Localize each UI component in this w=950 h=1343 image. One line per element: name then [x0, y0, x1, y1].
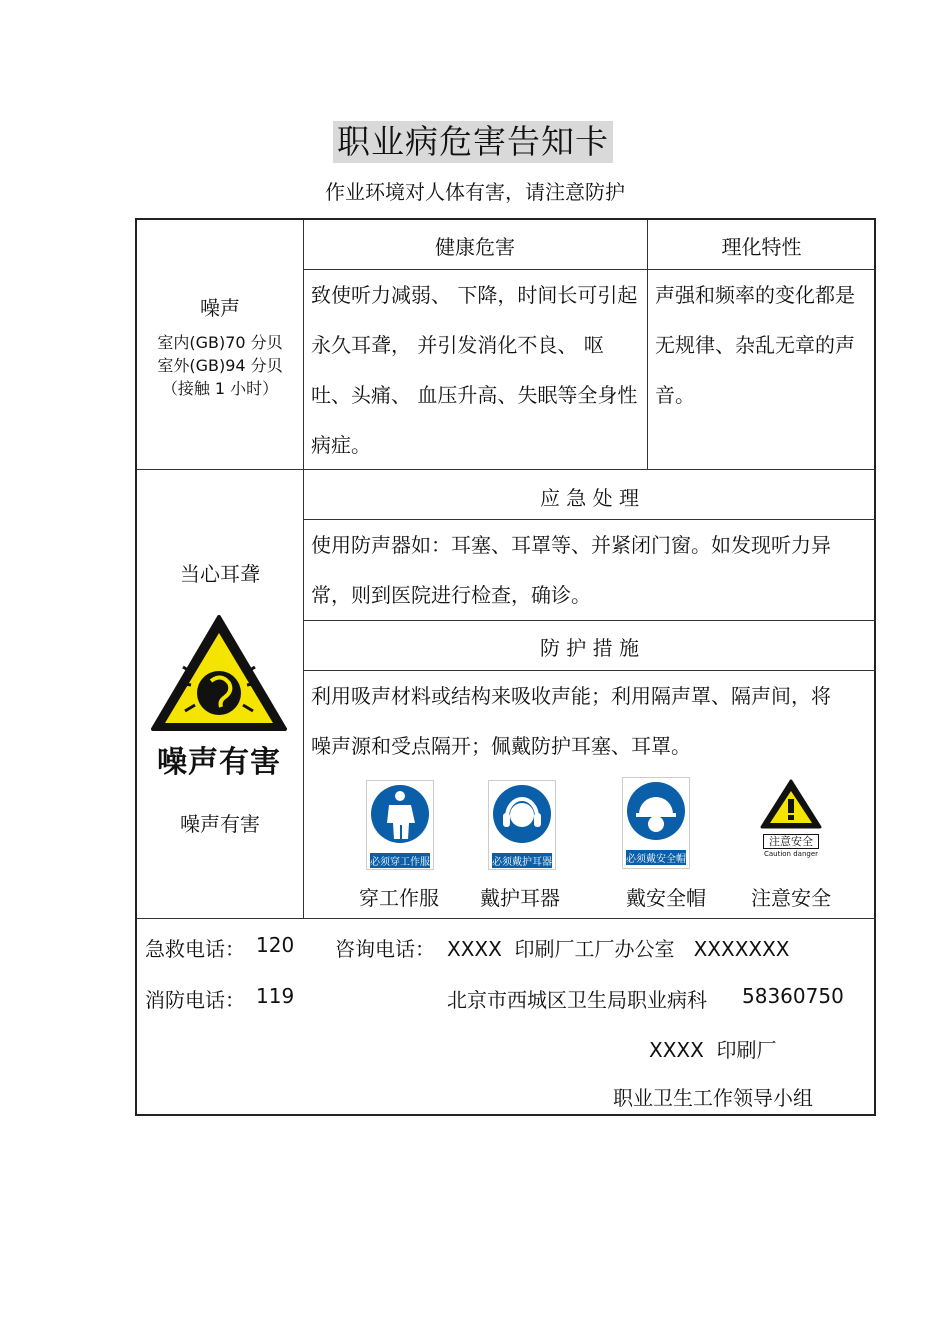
first-aid-label: 急救电话：	[145, 937, 245, 961]
sign-text: 必须戴护耳器	[492, 853, 552, 868]
sign-helmet	[622, 777, 690, 869]
sign-subtext: Caution danger	[763, 850, 819, 858]
protection-text: 利用吸声材料或结构来吸收声能；利用隔声罩、隔声间，将噪声源和受点隔开；佩戴防护耳塞、耳罩。	[311, 684, 831, 758]
page-title: 职业病危害告知卡	[333, 121, 613, 163]
health-header: 健康危害	[435, 235, 515, 259]
sign-caption: 戴护耳器	[480, 886, 560, 910]
sign-caption: 注意安全	[751, 886, 831, 910]
footer-group: 职业卫生工作领导小组	[613, 1086, 813, 1110]
row-divider	[303, 620, 876, 621]
consult-value: XXXX 印刷厂工厂办公室 XXXXXXX	[447, 937, 790, 961]
row-divider	[137, 918, 876, 919]
sign-caution	[757, 778, 825, 862]
sign-ear-protector	[488, 780, 556, 870]
work-clothes-icon	[367, 781, 433, 847]
sign-text: 必须穿工作服	[370, 853, 430, 868]
ear-protector-icon	[489, 781, 555, 847]
warning-caption: 噪声有害	[180, 812, 260, 836]
sign-text: 注意安全	[763, 834, 819, 849]
sign-caption: 穿工作服	[359, 886, 439, 910]
noise-hazard-icon	[149, 613, 289, 735]
fire-number: 119	[256, 984, 295, 1008]
column-divider	[303, 220, 304, 918]
fire-label: 消防电话：	[145, 988, 245, 1012]
protection-header: 防 护 措 施	[539, 636, 640, 660]
bureau-number: 58360750	[742, 984, 844, 1008]
props-text: 声强和频率的变化都是无规律、杂乱无章的声音。	[655, 283, 855, 407]
hazard-limit: 室内(GB)70 分贝	[157, 333, 283, 352]
first-aid-number: 120	[256, 933, 295, 957]
consult-label: 咨询电话：	[335, 937, 435, 961]
props-header: 理化特性	[721, 235, 802, 259]
helmet-icon	[623, 778, 689, 844]
bureau-name: 北京市西城区卫生局职业病科	[447, 988, 707, 1012]
warning-sign	[149, 613, 289, 783]
health-text: 致使听力减弱、 下降，时间长可引起永久耳聋， 并引发消化不良、 呕吐、头痛、 血压升高、失眠等全身性病症。	[311, 283, 638, 457]
sign-caption: 戴安全帽	[626, 886, 706, 910]
notice-card	[135, 218, 876, 1116]
caution-icon	[757, 778, 825, 830]
emergency-header: 应 急 处 理	[539, 486, 640, 510]
footer-org: XXXX 印刷厂	[649, 1038, 777, 1062]
page-subtitle: 作业环境对人体有害，请注意防护	[325, 180, 625, 204]
hazard-name: 噪声	[200, 296, 240, 320]
hazard-limit: 室外(GB)94 分贝	[157, 356, 283, 375]
hazard-limit: （接触 1 小时）	[161, 379, 279, 398]
emergency-text: 使用防声器如：耳塞、耳罩等、并紧闭门窗。如发现听力异常，则到医院进行检查，确诊。	[311, 533, 831, 607]
warning-sign-text: 噪声有害	[157, 745, 281, 780]
sign-text: 必须戴安全帽	[626, 850, 686, 865]
warning-label: 当心耳聋	[180, 562, 260, 586]
sign-work-clothes	[366, 780, 434, 870]
